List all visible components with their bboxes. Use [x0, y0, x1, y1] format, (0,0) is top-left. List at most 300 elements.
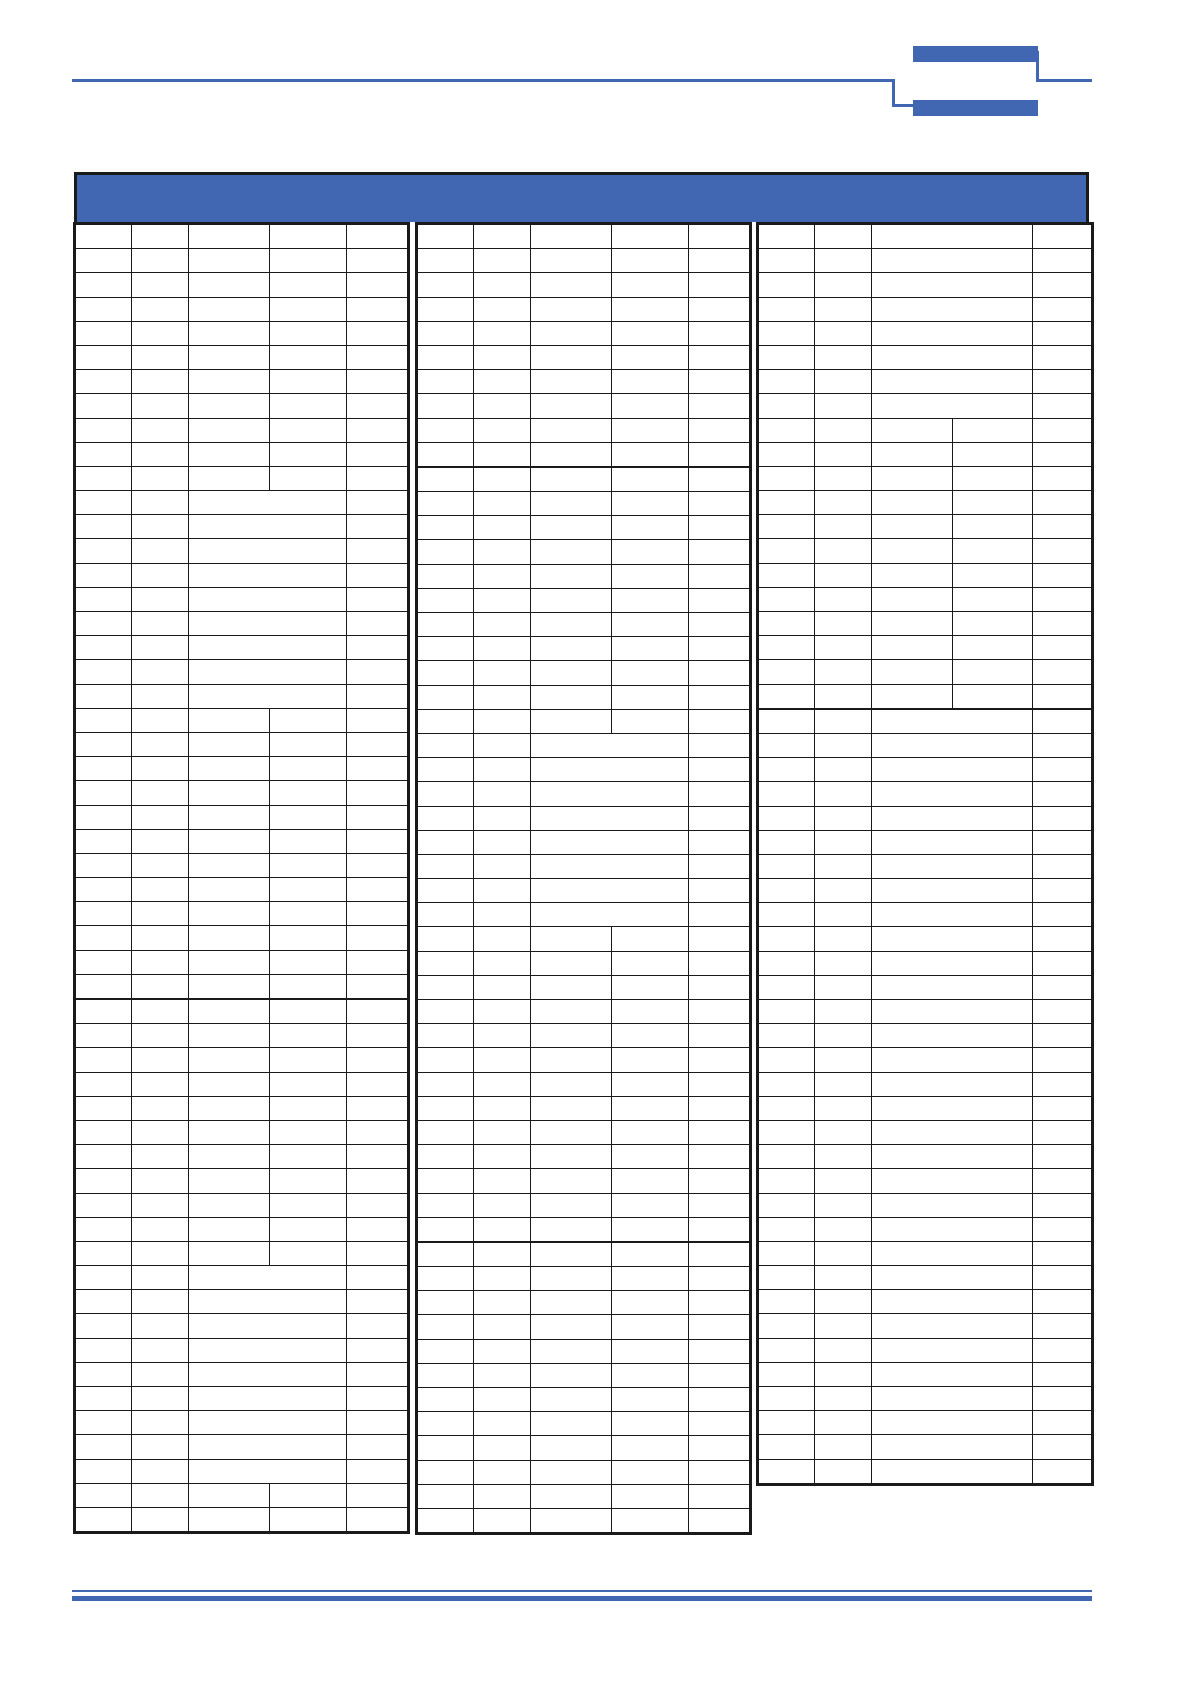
table-row — [417, 1388, 751, 1412]
table-cell — [815, 466, 872, 490]
table-cell — [612, 1169, 689, 1193]
table-cell — [474, 806, 531, 830]
table-cell — [189, 805, 270, 829]
table-cell — [953, 587, 1033, 611]
table-cell — [270, 1169, 347, 1193]
table-cell — [689, 224, 751, 249]
table-cell — [474, 321, 531, 345]
table-cell — [132, 1483, 189, 1507]
table-cell — [872, 1145, 1033, 1169]
table-cell — [417, 540, 474, 564]
table-cell — [270, 418, 347, 442]
table-cell — [347, 781, 409, 805]
table-cell — [531, 685, 612, 709]
table-cell — [132, 1193, 189, 1217]
table-cell — [417, 1000, 474, 1024]
table-cell — [531, 1145, 612, 1169]
table-cell — [189, 1266, 347, 1290]
table-cell — [474, 1436, 531, 1460]
table-cell — [531, 879, 689, 903]
table-cell — [1033, 1000, 1093, 1024]
table-cell — [531, 661, 612, 685]
table-cell — [270, 732, 347, 756]
table-cell — [612, 1242, 689, 1267]
table-row — [758, 1120, 1093, 1144]
table-row — [417, 1339, 751, 1363]
table-row — [75, 1266, 409, 1290]
table-row — [758, 418, 1093, 442]
table-row — [75, 1362, 409, 1386]
table-row — [417, 516, 751, 540]
table-cell — [189, 273, 270, 297]
table-cell — [75, 224, 132, 249]
table-row — [758, 806, 1093, 830]
table-cell — [189, 660, 347, 684]
table-cell — [347, 370, 409, 394]
table-cell — [531, 418, 612, 442]
table-row — [417, 1000, 751, 1024]
table-cell — [815, 1459, 872, 1484]
table-cell — [1033, 491, 1093, 515]
table-cell — [758, 854, 815, 878]
table-cell — [417, 854, 474, 878]
table-cell — [417, 661, 474, 685]
table-cell — [417, 709, 474, 733]
table-cell — [417, 1339, 474, 1363]
table-cell — [474, 1339, 531, 1363]
table-cell — [815, 1048, 872, 1072]
table-cell — [815, 975, 872, 999]
table-cell — [872, 370, 1033, 394]
table-cell — [417, 830, 474, 854]
table-cell — [347, 1387, 409, 1411]
table-cell — [417, 1096, 474, 1120]
table-cell — [189, 757, 270, 781]
table-cell — [689, 685, 751, 709]
table-cell — [612, 224, 689, 249]
table-cell — [1033, 903, 1093, 927]
table-cell — [474, 249, 531, 273]
table-row — [75, 684, 409, 708]
table-cell — [815, 684, 872, 709]
table-cell — [531, 733, 689, 757]
table-cell — [1033, 1266, 1093, 1290]
table-row — [758, 709, 1093, 734]
table-cell — [689, 903, 751, 927]
table-cell — [474, 951, 531, 975]
table-cell — [132, 708, 189, 732]
table-cell — [1033, 782, 1093, 806]
table-cell — [815, 1362, 872, 1386]
table-row — [417, 806, 751, 830]
table-cell — [531, 1024, 612, 1048]
header-rule-step-up — [1036, 51, 1039, 82]
table-cell — [474, 1000, 531, 1024]
table-cell — [132, 805, 189, 829]
table-cell — [75, 466, 132, 490]
table-cell — [474, 1242, 531, 1267]
table-cell — [270, 853, 347, 877]
table-cell — [531, 1096, 612, 1120]
table-cell — [872, 1387, 1033, 1411]
table-cell — [815, 1096, 872, 1120]
table-cell — [758, 1290, 815, 1314]
table-cell — [132, 1314, 189, 1338]
table-cell — [872, 321, 1033, 345]
table-cell — [1033, 1120, 1093, 1144]
table-cell — [689, 879, 751, 903]
table-row — [758, 1072, 1093, 1096]
table-cell — [953, 466, 1033, 490]
table-cell — [75, 515, 132, 539]
table-cell — [815, 612, 872, 636]
table-cell — [347, 926, 409, 950]
table-cell — [189, 853, 270, 877]
table-cell — [75, 321, 132, 345]
table-cell — [612, 1048, 689, 1072]
table-cell — [474, 1096, 531, 1120]
table-cell — [417, 903, 474, 927]
table-row — [758, 1217, 1093, 1241]
table-cell — [75, 1435, 132, 1459]
table-cell — [758, 442, 815, 466]
table-cell — [347, 394, 409, 418]
table-cell — [347, 539, 409, 563]
table-row — [758, 782, 1093, 806]
table-cell — [1033, 951, 1093, 975]
table-row — [758, 491, 1093, 515]
table-cell — [612, 637, 689, 661]
table-cell — [474, 418, 531, 442]
table-cell — [347, 805, 409, 829]
table-row — [417, 321, 751, 345]
table-cell — [189, 1362, 347, 1386]
table-cell — [189, 1072, 270, 1096]
table-row — [758, 1096, 1093, 1120]
table-row — [75, 1193, 409, 1217]
table-cell — [1033, 684, 1093, 709]
table-cell — [758, 1169, 815, 1193]
table-cell — [612, 1436, 689, 1460]
table-row — [75, 853, 409, 877]
table-cell — [347, 418, 409, 442]
table-cell — [758, 587, 815, 611]
table-row — [75, 974, 409, 999]
table-cell — [1033, 539, 1093, 563]
table-cell — [689, 492, 751, 516]
table-cell — [953, 563, 1033, 587]
table-row — [758, 515, 1093, 539]
table-cell — [347, 1483, 409, 1507]
table-row — [75, 466, 409, 490]
table-cell — [1033, 587, 1093, 611]
table-row — [758, 758, 1093, 782]
table-cell — [132, 1411, 189, 1435]
table-cell — [474, 613, 531, 637]
table-cell — [132, 1362, 189, 1386]
table-cell — [612, 588, 689, 612]
table-cell — [75, 974, 132, 999]
table-cell — [531, 854, 689, 878]
table-cell — [689, 637, 751, 661]
table-cell — [531, 613, 612, 637]
table-cell — [132, 1266, 189, 1290]
table-cell — [132, 732, 189, 756]
table-cell — [872, 466, 953, 490]
table-cell — [417, 1120, 474, 1144]
table-cell — [815, 1024, 872, 1048]
table-row — [758, 879, 1093, 903]
table-row — [75, 1411, 409, 1435]
table-cell — [815, 515, 872, 539]
table-cell — [347, 1193, 409, 1217]
table-cell — [189, 829, 270, 853]
table-cell — [531, 1436, 612, 1460]
table-cell — [689, 1193, 751, 1217]
table-panel-left — [73, 222, 410, 1534]
table-row — [417, 854, 751, 878]
table-cell — [531, 1193, 612, 1217]
table-row — [758, 297, 1093, 321]
table-cell — [417, 1412, 474, 1436]
table-row — [75, 1314, 409, 1338]
table-cell — [75, 1241, 132, 1265]
table-cell — [1033, 1145, 1093, 1169]
table-panel-right — [756, 222, 1094, 1486]
table-row — [417, 685, 751, 709]
table-cell — [612, 1096, 689, 1120]
table-cell — [872, 1338, 1033, 1362]
table-cell — [132, 273, 189, 297]
table-cell — [1033, 418, 1093, 442]
table-cell — [815, 709, 872, 734]
table-cell — [689, 782, 751, 806]
table-cell — [758, 1096, 815, 1120]
table-cell — [417, 806, 474, 830]
table-row — [75, 1435, 409, 1459]
table-cell — [474, 1363, 531, 1387]
table-cell — [474, 370, 531, 394]
table-row — [417, 830, 751, 854]
table-cell — [417, 733, 474, 757]
table-row — [417, 1169, 751, 1193]
table-cell — [758, 1193, 815, 1217]
table-cell — [815, 1217, 872, 1241]
table-cell — [474, 224, 531, 249]
table-cell — [474, 637, 531, 661]
table-cell — [758, 539, 815, 563]
table-cell — [815, 370, 872, 394]
table-row — [75, 878, 409, 902]
table-cell — [347, 224, 409, 249]
table-cell — [815, 539, 872, 563]
table-cell — [189, 1435, 347, 1459]
table-cell — [815, 1266, 872, 1290]
table-cell — [1033, 975, 1093, 999]
table-cell — [815, 830, 872, 854]
table-row — [417, 903, 751, 927]
table-cell — [815, 758, 872, 782]
table-cell — [612, 442, 689, 467]
table-cell — [347, 249, 409, 273]
table-cell — [417, 1508, 474, 1533]
table-cell — [189, 1387, 347, 1411]
table-cell — [75, 1145, 132, 1169]
table-cell — [815, 491, 872, 515]
table-cell — [417, 758, 474, 782]
table-cell — [531, 1169, 612, 1193]
table-cell — [758, 321, 815, 345]
table-row — [417, 613, 751, 637]
table-row — [758, 1024, 1093, 1048]
table-cell — [189, 612, 347, 636]
table-cell — [815, 1072, 872, 1096]
table-cell — [417, 782, 474, 806]
table-cell — [189, 1483, 270, 1507]
table-cell — [189, 1145, 270, 1169]
table-cell — [758, 491, 815, 515]
table-cell — [612, 370, 689, 394]
table-cell — [132, 781, 189, 805]
table-cell — [347, 974, 409, 999]
table-cell — [815, 854, 872, 878]
table-cell — [1033, 1096, 1093, 1120]
table-cell — [815, 1314, 872, 1338]
table-row — [758, 321, 1093, 345]
table-cell — [689, 516, 751, 540]
table-cell — [1033, 321, 1093, 345]
table-row — [75, 1072, 409, 1096]
table-cell — [474, 733, 531, 757]
table-row — [758, 563, 1093, 587]
table-cell — [417, 685, 474, 709]
table-cell — [1033, 1411, 1093, 1435]
table-cell — [612, 1460, 689, 1484]
table-cell — [75, 1217, 132, 1241]
table-cell — [474, 854, 531, 878]
table-cell — [1033, 1387, 1093, 1411]
table-cell — [689, 709, 751, 733]
table-cell — [758, 758, 815, 782]
table-cell — [270, 1072, 347, 1096]
table-row — [75, 999, 409, 1024]
table-cell — [689, 564, 751, 588]
table-cell — [872, 1024, 1033, 1048]
table-cell — [189, 515, 347, 539]
table-cell — [474, 830, 531, 854]
table-cell — [815, 1241, 872, 1265]
table-cell — [872, 1266, 1033, 1290]
table-cell — [758, 297, 815, 321]
table-cell — [417, 1193, 474, 1217]
table-cell — [612, 540, 689, 564]
table-cell — [531, 927, 612, 951]
table-row — [758, 684, 1093, 709]
table-cell — [758, 563, 815, 587]
table-cell — [815, 1193, 872, 1217]
table-cell — [689, 1412, 751, 1436]
table-cell — [1033, 660, 1093, 684]
table-cell — [347, 1411, 409, 1435]
table-cell — [612, 1000, 689, 1024]
table-row — [417, 1508, 751, 1533]
table-cell — [417, 273, 474, 297]
table-cell — [474, 879, 531, 903]
table-row — [758, 1241, 1093, 1265]
table-row — [75, 660, 409, 684]
table-cell — [689, 1315, 751, 1339]
table-cell — [531, 321, 612, 345]
table-cell — [531, 903, 689, 927]
table-cell — [474, 1193, 531, 1217]
table-cell — [132, 636, 189, 660]
table-cell — [531, 1242, 612, 1267]
table-cell — [75, 1072, 132, 1096]
table-cell — [531, 1291, 612, 1315]
table-cell — [75, 1338, 132, 1362]
table-cell — [189, 370, 270, 394]
table-cell — [612, 1120, 689, 1144]
table-cell — [474, 1412, 531, 1436]
table-row — [417, 394, 751, 418]
table-row — [75, 1483, 409, 1507]
table-row — [417, 418, 751, 442]
table-cell — [189, 636, 347, 660]
table-row — [758, 466, 1093, 490]
table-cell — [1033, 879, 1093, 903]
table-cell — [612, 685, 689, 709]
table-cell — [189, 539, 347, 563]
table-cell — [953, 418, 1033, 442]
table-cell — [815, 1411, 872, 1435]
table-cell — [758, 709, 815, 734]
table-cell — [474, 1267, 531, 1291]
table-cell — [1033, 758, 1093, 782]
table-cell — [132, 1217, 189, 1241]
table-row — [758, 636, 1093, 660]
table-row — [758, 587, 1093, 611]
table-cell — [612, 273, 689, 297]
table-cell — [270, 273, 347, 297]
table-cell — [270, 1483, 347, 1507]
table-cell — [75, 1411, 132, 1435]
table-cell — [270, 321, 347, 345]
table-cell — [474, 467, 531, 492]
table-cell — [347, 684, 409, 708]
table-cell — [531, 1072, 612, 1096]
table-cell — [347, 442, 409, 466]
table-cell — [689, 370, 751, 394]
table-cell — [612, 345, 689, 369]
table-cell — [612, 321, 689, 345]
table-cell — [347, 1435, 409, 1459]
table-cell — [417, 1145, 474, 1169]
table-cell — [270, 345, 347, 369]
table-cell — [132, 878, 189, 902]
table-cell — [689, 1267, 751, 1291]
table-cell — [347, 829, 409, 853]
table-cell — [758, 636, 815, 660]
table-cell — [474, 1145, 531, 1169]
table-row — [417, 637, 751, 661]
table-cell — [1033, 927, 1093, 951]
header-tab-top — [913, 46, 1038, 62]
table-cell — [417, 418, 474, 442]
table-cell — [815, 733, 872, 757]
table-row — [75, 1096, 409, 1120]
table-cell — [872, 854, 1033, 878]
table-cell — [1033, 1072, 1093, 1096]
